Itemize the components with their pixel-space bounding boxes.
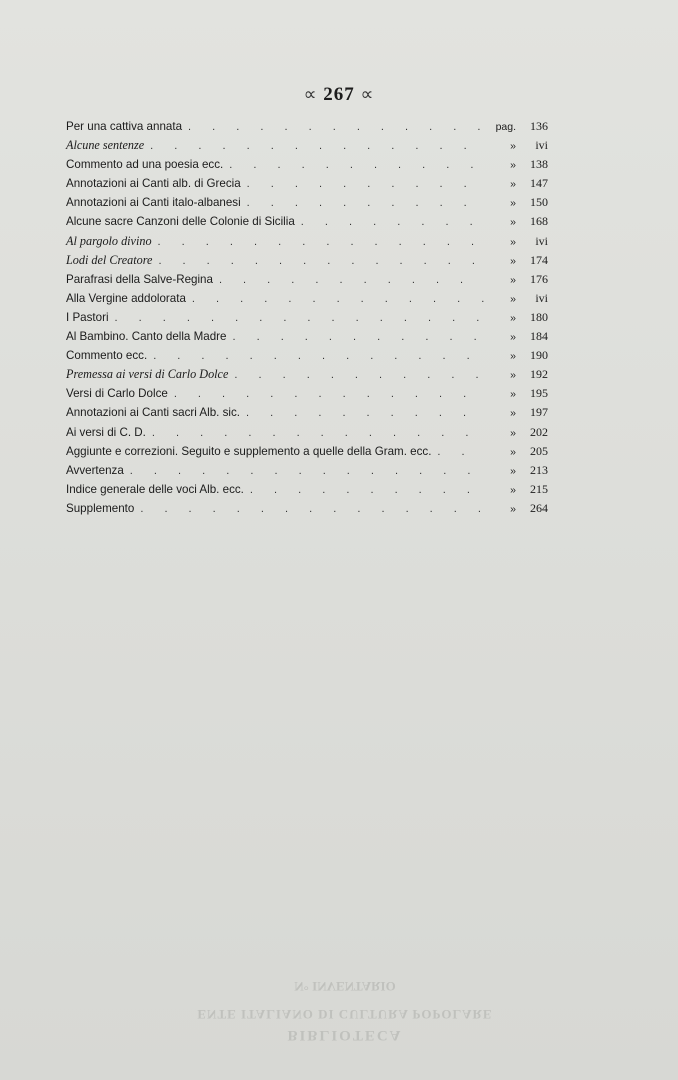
- dot-leader: [152, 424, 484, 443]
- table-of-contents: [66, 117, 548, 518]
- toc-entry: [66, 499, 548, 518]
- dot-leader: [437, 443, 484, 462]
- entry-marker: »: [510, 445, 516, 458]
- dot-leader: [174, 385, 484, 404]
- toc-entry: [66, 384, 548, 403]
- page-number: 267: [323, 84, 355, 105]
- entry-title: Al pargolo divino: [66, 233, 152, 248]
- entry-title: Commento ecc.: [66, 349, 148, 363]
- entry-page: 205: [530, 443, 548, 458]
- stamp-line-1: BIBLIOTECA: [287, 1027, 403, 1043]
- entry-page: 136: [530, 119, 548, 133]
- entry-marker: pag.: [495, 121, 516, 133]
- entry-marker: »: [510, 483, 516, 496]
- entry-marker: »: [510, 140, 516, 153]
- entry-title: Annotazioni ai Canti sacri Alb. sic.: [66, 406, 240, 420]
- entry-marker: »: [510, 502, 516, 515]
- entry-marker: »: [510, 388, 516, 401]
- entry-page: ivi: [535, 233, 548, 248]
- entry-title: Commento ad una poesia ecc.: [66, 158, 224, 172]
- entry-marker: »: [510, 292, 516, 305]
- dot-leader: [150, 137, 484, 156]
- entry-page: 195: [530, 386, 548, 401]
- entry-marker: »: [510, 369, 516, 382]
- entry-page: 138: [530, 157, 548, 172]
- entry-title: Alcune sacre Canzoni delle Colonie di Sicilia: [66, 215, 295, 229]
- entry-page: 264: [530, 500, 548, 515]
- toc-entry: [66, 461, 548, 480]
- entry-page: 150: [530, 195, 548, 210]
- entry-title: Per una cattiva annata: [66, 120, 183, 133]
- entry-page: 174: [530, 252, 548, 267]
- toc-entry: [66, 174, 548, 193]
- left-ornament: ∝: [303, 84, 318, 104]
- entry-title: Ai versi di C. D.: [66, 425, 146, 439]
- entry-title: Annotazioni ai Canti alb. di Grecia: [66, 177, 241, 191]
- entry-page: 215: [530, 481, 548, 496]
- dot-leader: [247, 175, 484, 194]
- entry-marker: »: [510, 159, 516, 172]
- entry-page: ivi: [535, 138, 548, 153]
- entry-marker: »: [510, 464, 516, 477]
- entry-page: 197: [530, 405, 548, 420]
- library-stamp: [195, 978, 495, 1043]
- dot-leader: [130, 462, 484, 481]
- toc-entry: [66, 365, 548, 384]
- right-ornament: ∝: [360, 84, 375, 104]
- entry-marker: »: [510, 407, 516, 420]
- entry-marker: »: [510, 178, 516, 191]
- page-header: [0, 84, 678, 106]
- toc-entry: [66, 270, 548, 289]
- entry-page: 184: [530, 329, 548, 344]
- entry-title: Aggiunte e correzioni. Seguito e supplemento a quelle della Gram. ecc.: [66, 444, 432, 458]
- entry-title: Avvertenza: [66, 463, 124, 477]
- entry-page: 192: [530, 367, 548, 382]
- entry-marker: »: [510, 350, 516, 363]
- entry-page: 168: [530, 214, 548, 229]
- toc-entry: [66, 327, 548, 346]
- entry-page: 180: [530, 309, 548, 324]
- entry-marker: »: [510, 273, 516, 286]
- dot-leader: [188, 118, 484, 137]
- toc-entry: [66, 251, 548, 270]
- entry-title: Lodi del Creatore: [66, 252, 153, 267]
- entry-title: Alcune sentenze: [66, 138, 145, 153]
- dot-leader: [192, 290, 484, 309]
- entry-title: I Pastori: [66, 310, 109, 324]
- entry-marker: »: [510, 254, 516, 267]
- toc-entry: [66, 442, 548, 461]
- entry-page: 176: [530, 271, 548, 286]
- entry-title: Indice generale delle voci Alb. ecc.: [66, 482, 244, 496]
- entry-page: 202: [530, 424, 548, 439]
- toc-entry: [66, 289, 548, 308]
- toc-entry: [66, 346, 548, 365]
- entry-page: ivi: [535, 290, 548, 305]
- entry-page: 213: [530, 462, 548, 477]
- entry-marker: »: [510, 331, 516, 344]
- dot-leader: [115, 309, 484, 328]
- dot-leader: [301, 213, 484, 232]
- toc-entry: [66, 212, 548, 231]
- toc-entry: [66, 193, 548, 212]
- entry-title: Annotazioni ai Canti italo-albanesi: [66, 196, 241, 210]
- toc-entry: [66, 308, 548, 327]
- entry-title: Al Bambino. Canto della Madre: [66, 330, 227, 344]
- entry-title: Parafrasi della Salve-Regina: [66, 272, 213, 286]
- dot-leader: [158, 233, 484, 252]
- dot-leader: [140, 500, 484, 519]
- toc-entry: [66, 480, 548, 499]
- toc-entry: [66, 423, 548, 442]
- dot-leader: [232, 328, 484, 347]
- toc-entry: [66, 117, 548, 136]
- dot-leader: [234, 366, 484, 385]
- entry-page: 190: [530, 348, 548, 363]
- toc-entry: [66, 136, 548, 155]
- dot-leader: [247, 194, 484, 213]
- entry-title: Versi di Carlo Dolce: [66, 387, 168, 401]
- dot-leader: [158, 252, 484, 271]
- entry-page: 147: [530, 176, 548, 191]
- dot-leader: [229, 156, 484, 175]
- entry-title: Alla Vergine addolorata: [66, 291, 186, 305]
- toc-entry: [66, 155, 548, 174]
- entry-marker: »: [510, 426, 516, 439]
- entry-title: Premessa ai versi di Carlo Dolce: [66, 367, 229, 382]
- dot-leader: [246, 404, 484, 423]
- dot-leader: [250, 481, 484, 500]
- entry-marker: »: [510, 311, 516, 324]
- entry-title: Supplemento: [66, 501, 135, 515]
- entry-marker: »: [510, 197, 516, 210]
- stamp-line-3: N° INVENTARIO: [294, 979, 396, 994]
- toc-entry: [66, 403, 548, 422]
- entry-marker: »: [510, 235, 516, 248]
- entry-marker: »: [510, 216, 516, 229]
- dot-leader: [219, 271, 484, 290]
- dot-leader: [153, 347, 484, 366]
- toc-entry: [66, 232, 548, 251]
- stamp-line-2: ENTE ITALIANO DI CULTURA POPOLARE: [197, 1007, 493, 1022]
